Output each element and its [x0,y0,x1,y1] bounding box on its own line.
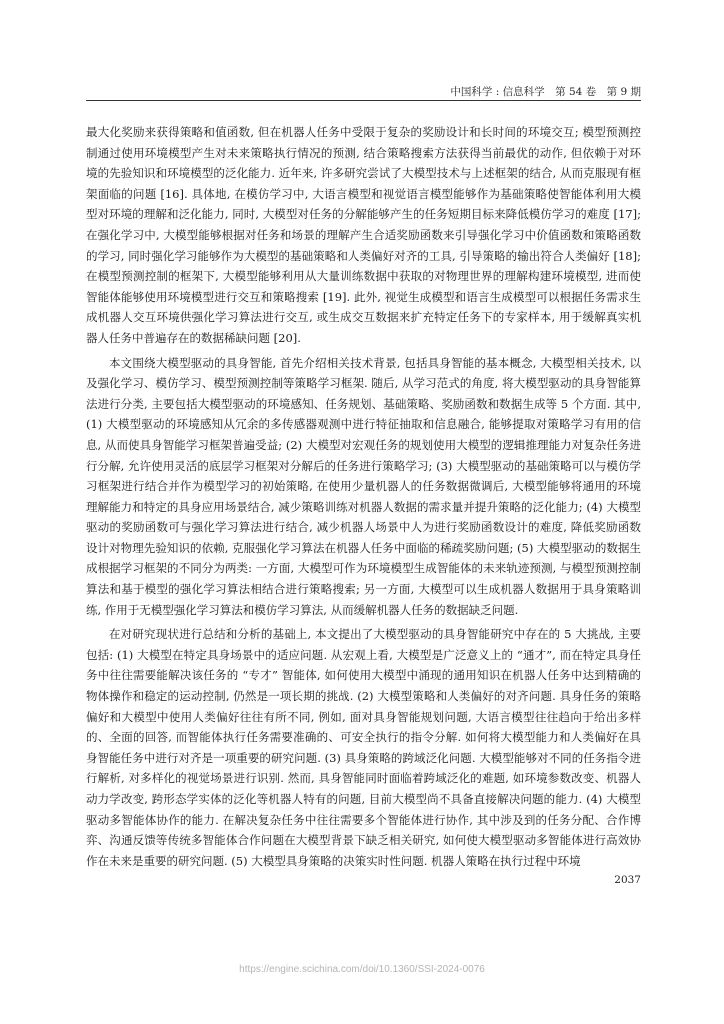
paragraph-continued: 最大化奖励来获得策略和值函数, 但在机器人任务中受限于复杂的奖励设计和长时间的环境交互; 模型预测控制通过使用环境模型产生对未来策略执行情况的预测, 结合策略搜索方法获得当前最优的动作, 但依赖于对环境的先验知识和环境模型的泛化能力. 近年来, 许多研究尝试了大模型技术与上述框架的结合, 从而克服现有框架面临的问题 [16]. 具体地, 在模仿学习中, 大语言模型和视觉语言模型能够作为基础策略使智能体利用大模型对环境的理解和泛化能力, 同时, 大模型对任务的分解能够产生的任务短期目标来降低模仿学习的难度 [17]; 在强化学习中, 大模型能够根据对任务和场景的理解产生合适奖励函数来引导强化学习中价值函数和策略函数的学习, 同时强化学习能够作为大模型的基础策略和人类偏好对齐的工具, 引导策略的输出符合人类偏好 [18]; 在模型预测控制的框架下, 大模型能够利用从大量训练数据中获取的对物理世界的理解构建环境模型, 进而使智能体能够使用环境模型进行交互和策略搜索 [19]. 此外, 视觉生成模型和语言生成模型可以根据任务需求生成机器人交互环境供强化学习算法进行交互, 或生成交互数据来扩充特定任务下的专家样本, 用于缓解真实机器人任务中普遍存在的数据稀缺问题 [20]. [86,125,641,345]
body-text [86,122,641,875]
doi-watermark: https://engine.scichina.com/doi/10.1360/SSI-2024-0076 [239,964,485,975]
page-number: 2037 [614,874,641,886]
running-header: 中国科学 : 信息科学 第 54 卷 第 9 期 [450,86,641,98]
paragraph-overview: 本文围绕大模型驱动的具身智能, 首先介绍相关技术背景, 包括具身智能的基本概念, 大模型相关技术, 以及强化学习、模仿学习、模型预测控制等策略学习框架. 随后, 从学习范式的角度, 将大模型驱动的具身智能算法进行分类, 主要包括大模型驱动的环境感知、任务规划、基础策略、奖励函数和数据生成等 5 个方面. 其中, (1) 大模型驱动的环境感知从冗余的多传感器观测中进行特征抽取和信息融合, 能够提取对策略学习有用的信息, 从而使具身智能学习框架普遍受益; (2) 大模型对宏观任务的规划使用大模型的逻辑推理能力对复杂任务进行分解, 允许使用灵活的底层学习框架对分解后的任务进行策略学习; (3) 大模型驱动的基础策略可以与模仿学习框架进行结合并作为模型学习的初始策略, 在使用少量机器人的任务数据微调后, 大模型能够将通用的环境理解能力和特定的具身应用场景结合, 减少策略训练对机器人数据的需求量并提升策略的泛化能力; (4) 大模型驱动的奖励函数可与强化学习算法进行结合, 减少机器人场景中人为进行奖励函数设计的难度, 降低奖励函数设计对物理先验知识的依赖, 克服强化学习算法在机器人任务中面临的稀疏奖励问题; (5) 大模型驱动的数据生成根据学习框架的不同分为两类: 一方面, 大模型可作为环境模型生成智能体的未来轨迹预测, 与模型预测控制算法和基于模型的强化学习算法相结合进行策略搜索; 另一方面, 大模型可以生成机器人数据用于具身策略训练, 作用于无模型强化学习算法和模仿学习算法, 从而缓解机器人任务的数据缺乏问题. [86,355,641,617]
header-rule [86,100,641,101]
paragraph-challenges: 在对研究现状进行总结和分析的基础上, 本文提出了大模型驱动的具身智能研究中存在的 5 大挑战, 主要包括: (1) 大模型在特定具身场景中的适应问题. 从宏观上看, 大模型是广泛意义上的 “通才”, 而在特定具身任务中往往需要能解决该任务的 “专才” 智能体, 如何使用大模型中涌现的通用知识在机器人任务中达到精确的物体操作和稳定的运动控制, 仍然是一项长期的挑战. (2) 大模型策略和人类偏好的对齐问题. 具身任务的策略偏好和大模型中使用人类偏好往往有所不同, 例如, 面对具身智能规划问题, 大语言模型往往趋向于给出多样的、全面的回答, 而智能体执行任务需要准确的、可安全执行的指令分解. 如何将大模型能力和人类偏好在具身智能任务中进行对齐是一项重要的研究问题. (3) 具身策略的跨域泛化问题. 大模型能够对不同的任务指令进行解析, 对多样化的视觉场景进行识别. 然而, 具身智能同时面临着跨域泛化的难题, 如环境参数改变、机器人动力学改变, 跨形态学实体的泛化等机器人特有的问题, 目前大模型尚不具备直接解决问题的能力. (4) 大模型驱动多智能体协作的能力. 在解决复杂任务中往往需要多个智能体进行协作, 其中涉及到的任务分配、合作博弈、沟通反馈等传统多智能体合作问题在大模型背景下缺乏相关研究, 如何使大模型驱动多智能体进行高效协作在未来是重要的研究问题. (5) 大模型具身策略的决策实时性问题. 机器人策略在执行过程中环境 [86,627,641,868]
